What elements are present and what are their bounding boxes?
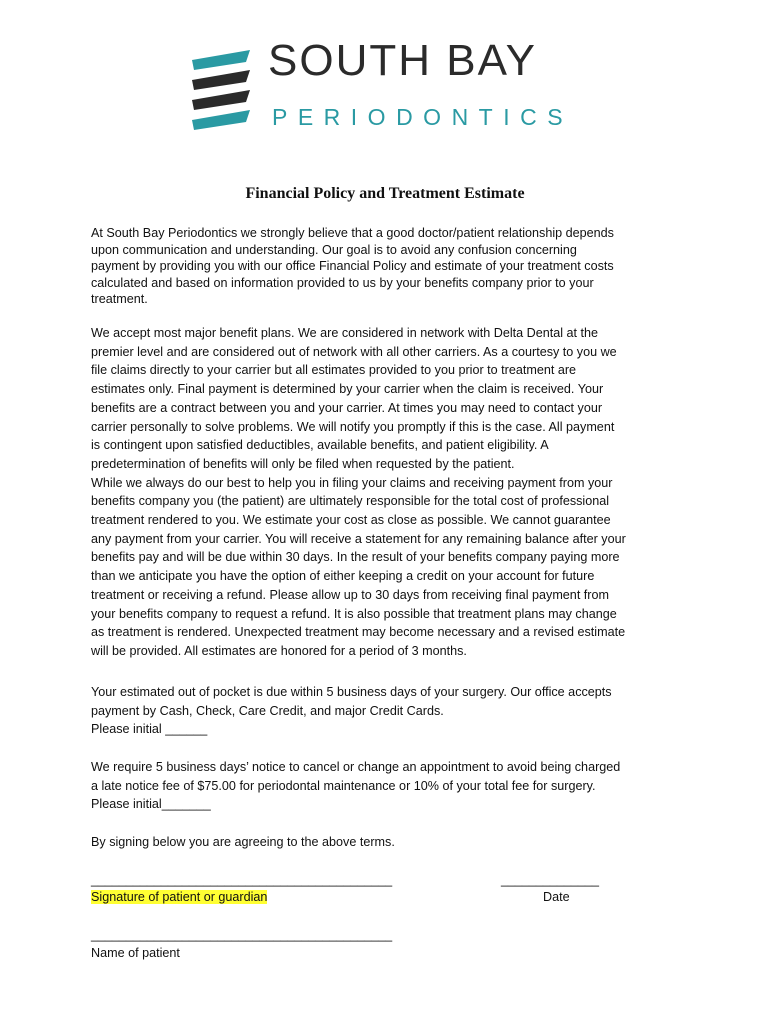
text-line: is contingent upon satisfied deductibles, available benefits, and patient eligibility. A <box>91 438 549 453</box>
text-line: estimates only. Final payment is determined by your carrier when the claim is received. Your <box>91 382 604 397</box>
text-line: premier level and are considered out of network with all other carriers. As a courtesy to you we <box>91 344 617 359</box>
document-title: Financial Policy and Treatment Estimate <box>245 185 525 202</box>
text-line: We require 5 business days’ notice to cancel or change an appointment to avoid being charged <box>91 760 621 774</box>
text-line: payment by Cash, Check, Care Credit, and major Credit Cards. <box>91 703 444 718</box>
patient-name-label: Name of patient <box>91 946 180 960</box>
text-line: While we always do our best to help you in filing your claims and receiving payment from your <box>91 475 613 490</box>
text-line: benefits are a contract between you and your carrier. At times you may need to contact your <box>91 400 603 415</box>
cancellation-paragraph <box>91 758 691 814</box>
text-line: calculated and based on information provided to us by your benefits company prior to your <box>91 275 594 290</box>
date-label: Date <box>543 890 570 904</box>
text-line: By signing below you are agreeing to the above terms. <box>91 835 395 849</box>
text-line: payment by providing you with our office Financial Policy and estimate of your treatment costs <box>91 259 614 274</box>
text-line: treatment or receiving a refund. Please allow up to 30 days from receiving final payment from <box>91 587 609 602</box>
text-line: your benefits company to request a refund. It is also possible that treatment plans may change <box>91 606 617 621</box>
text-line: benefits pay and will be due within 30 days. In the result of your benefits company paying more <box>91 550 620 565</box>
text-line: carrier personally to solve problems. We will notify you promptly if this is the case. All payment <box>91 419 615 434</box>
benefits-paragraph <box>91 324 691 661</box>
signature-field[interactable]: ___________________________________________ <box>91 873 393 887</box>
initial-field[interactable]: Please initial ______ <box>91 722 208 737</box>
text-line: upon communication and understanding. Our goal is to avoid any confusion concerning <box>91 242 577 257</box>
text-line: We accept most major benefit plans. We are considered in network with Delta Dental at the <box>91 326 599 340</box>
logo-subtitle: PERIODONTICS <box>272 104 574 130</box>
text-line: will be provided. All estimates are honored for a period of 3 months. <box>91 643 467 658</box>
logo-stripes-icon <box>190 46 252 136</box>
text-line: as treatment is rendered. Unexpected treatment may become necessary and a revised estimate <box>91 625 626 640</box>
text-line: a late notice fee of $75.00 for periodontal maintenance or 10% of your total fee for surgery. <box>91 778 596 793</box>
payment-paragraph <box>91 683 691 739</box>
initial-field[interactable]: Please initial_______ <box>91 797 211 812</box>
text-line: At South Bay Periodontics we strongly believe that a good doctor/patient relationship depends <box>91 226 614 240</box>
text-line: treatment rendered to you. We estimate your cost as close as possible. We cannot guarantee <box>91 513 611 528</box>
date-field[interactable]: ______________ <box>501 873 600 887</box>
text-line: predetermination of benefits will only be filed when requested by the patient. <box>91 456 515 471</box>
agreement-paragraph <box>91 834 691 851</box>
logo-title: SOUTH BAY <box>268 36 538 85</box>
patient-name-field[interactable]: ___________________________________________ <box>91 928 393 942</box>
text-line: file claims directly to your carrier but all estimates provided to you prior to treatment are <box>91 363 577 378</box>
practice-logo <box>190 36 580 138</box>
intro-paragraph <box>91 225 691 308</box>
text-line: Your estimated out of pocket is due within 5 business days of your surgery. Our office accepts <box>91 685 612 699</box>
text-line: than we anticipate you have the option of either keeping a credit on your account for future <box>91 569 595 584</box>
text-line: any payment from your carrier. You will receive a statement for any remaining balance after your <box>91 531 626 546</box>
text-line: treatment. <box>91 292 148 307</box>
text-line: benefits company you (the patient) are ultimately responsible for the total cost of professional <box>91 494 610 509</box>
signature-label: Signature of patient or guardian <box>91 890 268 904</box>
